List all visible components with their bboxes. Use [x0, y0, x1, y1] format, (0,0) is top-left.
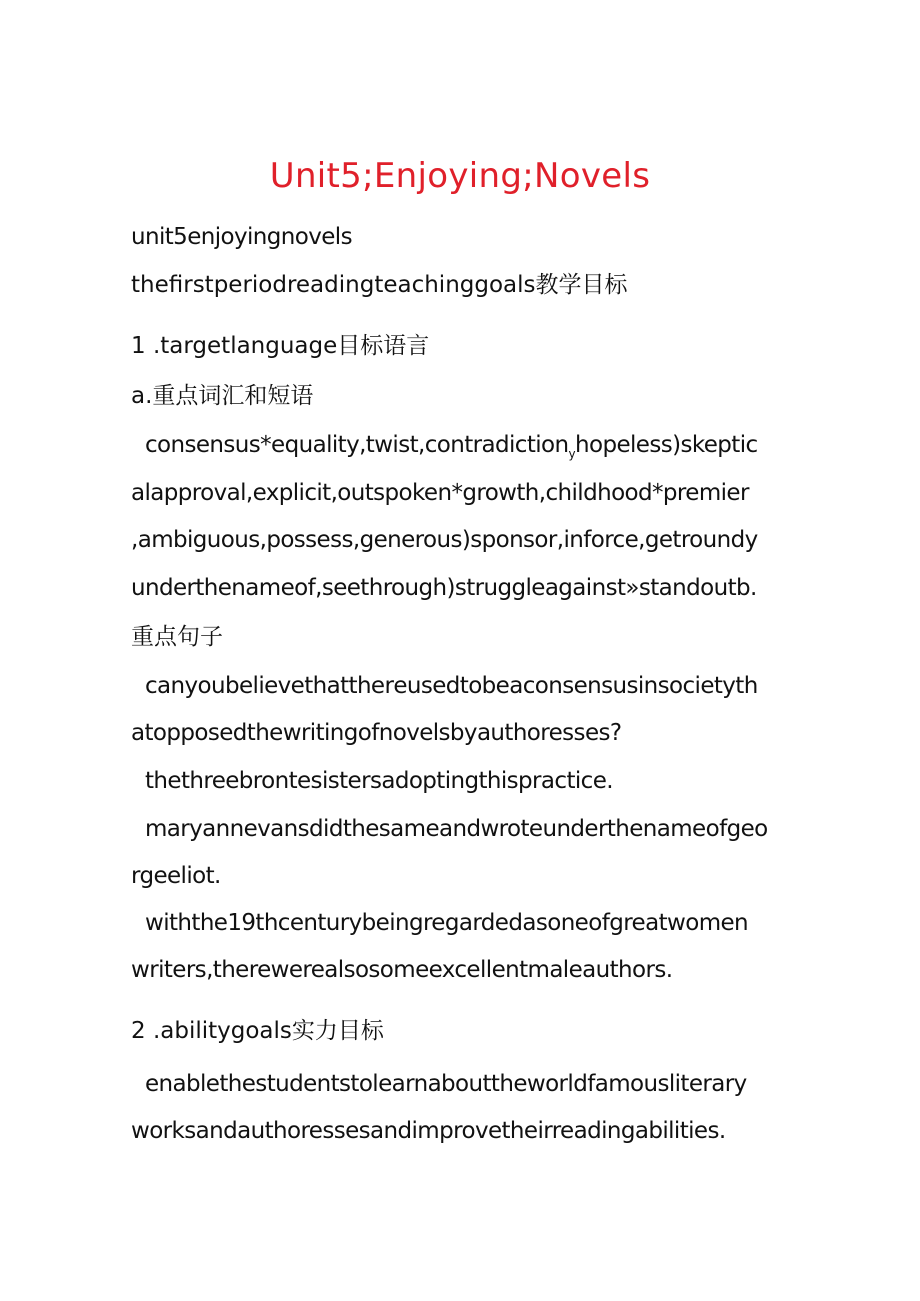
- text-line: ,ambiguous,possess,generous)sponsor,inforce,getroundy: [131, 527, 758, 553]
- text-fragment: hopeless)skeptic: [575, 432, 758, 458]
- text-fragment: consensus*equality,twist,contradiction: [145, 432, 569, 458]
- section-heading: 1 .targetlanguage目标语言: [131, 333, 430, 359]
- text-line: unit5enjoyingnovels: [131, 224, 352, 250]
- subsection-heading: 重点句子: [131, 624, 223, 650]
- text-line: maryannevansdidthesameandwroteunderthenameofgeo: [145, 816, 768, 842]
- document-title: Unit5;Enjoying;Novels: [269, 156, 651, 196]
- section-heading: 2 .abilitygoals实力目标: [131, 1018, 384, 1044]
- subsection-heading: a.重点词汇和短语: [131, 383, 314, 409]
- text-line: alapproval,explicit,outspoken*growth,childhood*premier: [131, 480, 749, 506]
- text-line: writers,therewerealsosomeexcellentmaleauthors.: [131, 957, 673, 983]
- text-line: worksandauthoressesandimprovetheirreadingabilities.: [131, 1118, 726, 1144]
- text-line: [145, 430, 758, 469]
- text-line: enablethestudentstolearnabouttheworldfamousliterary: [145, 1071, 747, 1097]
- text-line: thethreebrontesistersadoptingthispractice.: [145, 768, 613, 794]
- text-line: rgeeliot.: [131, 863, 221, 889]
- text-line: underthenameof,seethrough)struggleagainst»standoutb.: [131, 575, 757, 601]
- text-line: atopposedthewritingofnovelsbyauthoresses?: [131, 720, 622, 746]
- text-line: withthe19thcenturybeingregardedasoneofgreatwomen: [145, 910, 749, 936]
- text-line: thefirstperiodreadingteachinggoals教学目标: [131, 272, 628, 298]
- subscript-mark: y: [568, 447, 575, 461]
- text-line: canyoubelievethattherеusedtobeaconsensusinsocietyth: [145, 673, 758, 699]
